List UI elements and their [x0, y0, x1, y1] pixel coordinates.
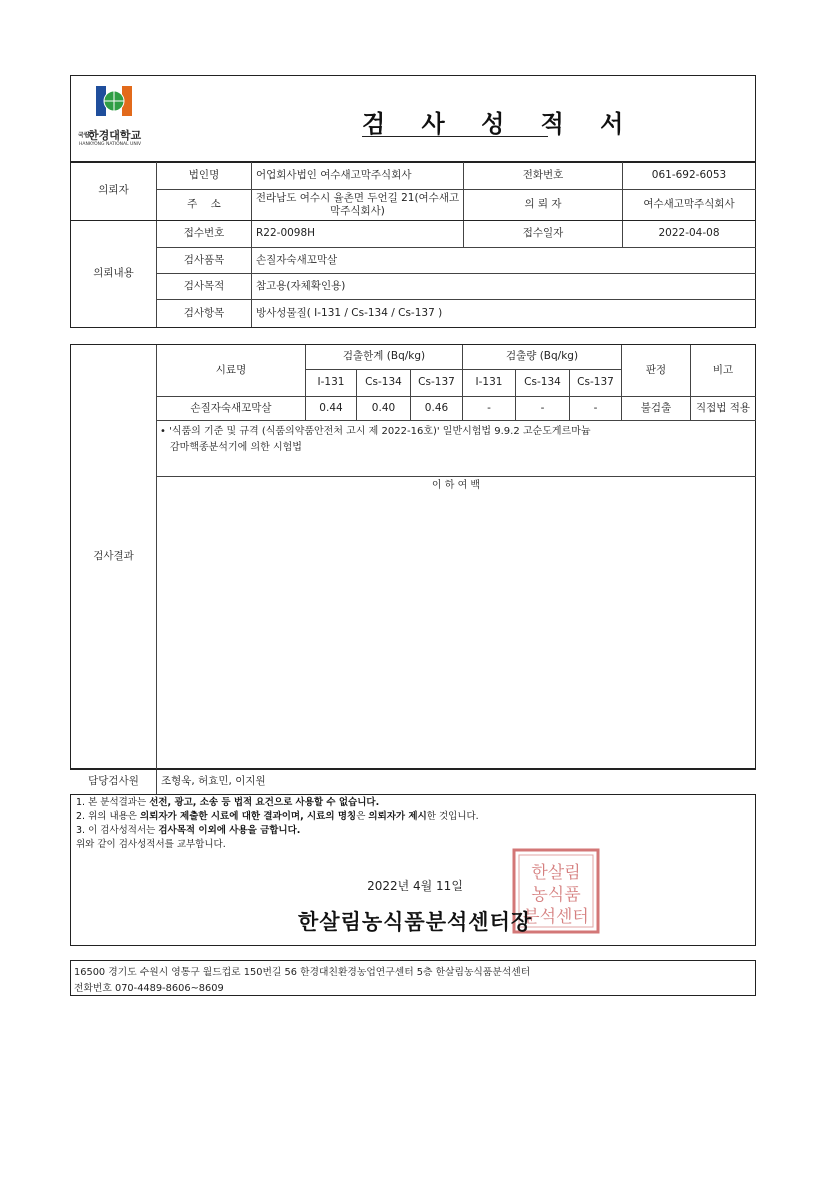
results-section-label: 검사결과 — [93, 550, 134, 563]
method-note — [160, 424, 752, 456]
method-line-2: 감마핵종분석기에 의한 시험법 — [170, 442, 302, 453]
col-limit-header: 검출한계 (Bq/kg) — [342, 350, 426, 363]
logo-mark: 국립 — [78, 132, 90, 139]
col-judgement-header: 판정 — [645, 363, 667, 376]
limit-isotope-i131: I-131 — [317, 376, 345, 389]
inspector-names: 조형욱, 허효민, 이지원 — [161, 775, 266, 788]
col-remark-header: 비고 — [712, 363, 734, 376]
client-section-label: 의뢰자 — [98, 184, 129, 197]
title-underline — [362, 136, 548, 137]
result-limit-cs137: 0.46 — [424, 401, 449, 414]
receipt-no-label: 접수번호 — [183, 227, 225, 240]
company-label: 법인명 — [188, 168, 220, 181]
amount-isotope-cs137: Cs-137 — [577, 376, 614, 389]
result-limit-cs134: 0.40 — [371, 401, 396, 414]
result-limit-i131: 0.44 — [319, 401, 343, 414]
requester-value: 여수새고막주식회사 — [643, 198, 735, 211]
result-judgement: 불검출 — [640, 401, 672, 414]
university-emblem-icon — [94, 84, 134, 124]
note-3: 3. 이 검사성적서는 검사목적 이외에 사용을 금합니다. — [76, 825, 301, 836]
test-items-value: 방사성물질( I-131 / Cs-134 / Cs-137 ) — [256, 306, 443, 319]
note-1: 1. 본 분석결과는 선전, 광고, 소송 등 법적 요건으로 사용할 수 없습니다. — [76, 797, 380, 808]
svg-text:한살림: 한살림 — [531, 863, 581, 883]
svg-text:농식품: 농식품 — [531, 885, 581, 905]
purpose-value: 참고용(자체확인용) — [256, 279, 346, 292]
company-value: 어업회사법인 여수새고막주식회사 — [256, 168, 412, 181]
logo-text: 한경대학교 — [88, 129, 142, 142]
result-amount-i131: - — [487, 401, 491, 414]
address-line-1: 전라남도 여수시 율촌면 두언길 21(여수새고 — [255, 191, 460, 204]
phone-value: 061-692-6053 — [651, 168, 727, 181]
item-label: 검사품목 — [183, 253, 225, 266]
amount-isotope-i131: I-131 — [475, 376, 503, 389]
note-2: 2. 위의 내용은 의뢰자가 제출한 시료에 대한 결과이며, 시료의 명칭은 의뢰자가 제시한 것입니다. — [76, 811, 479, 822]
request-section-label: 의뢰내용 — [93, 267, 134, 280]
end-mark: 이 하 여 백 — [431, 479, 481, 491]
address-label: 주 소 — [187, 198, 221, 211]
footer-phone: 전화번호 070-4489-8606~8609 — [74, 983, 224, 994]
receipt-date-label: 접수일자 — [522, 227, 564, 240]
result-remark: 직접법 적용 — [695, 401, 751, 414]
address-line-2: 막주식회사) — [330, 205, 385, 217]
logo-subtext: HANKYONG NATIONAL UNIV — [79, 142, 142, 147]
result-amount-cs134: - — [540, 401, 545, 414]
limit-isotope-cs137: Cs-137 — [418, 376, 455, 389]
document-title — [340, 100, 638, 140]
receipt-date-value: 2022-04-08 — [658, 227, 720, 240]
issuer-signature: 한살림농식품분석센터장 — [298, 910, 533, 934]
phone-label: 전화번호 — [522, 168, 564, 181]
document-title-text: 검 사 성 적 서 — [362, 109, 638, 138]
method-line-1: • '식품의 기준 및 규격 (식품의약품안전처 고시 제 2022-16호)' 일반시험법 9.9.2 고순도게르마늄 — [160, 426, 591, 437]
purpose-label: 검사목적 — [183, 279, 225, 292]
footer-address: 16500 경기도 수원시 영통구 월드컵로 150번길 56 한경대친환경농업연구센터 5층 한살림농식품분석센터 — [74, 967, 531, 978]
item-value: 손질자숙새꼬막살 — [256, 253, 338, 266]
amount-isotope-cs134: Cs-134 — [524, 376, 561, 389]
requester-label: 의 뢰 자 — [524, 198, 562, 211]
svg-text:분석센터: 분석센터 — [523, 907, 589, 927]
university-logo — [78, 82, 150, 152]
limit-isotope-cs134: Cs-134 — [365, 376, 402, 389]
result-sample-name: 손질자숙새꼬막살 — [190, 401, 272, 414]
note-4: 위와 같이 검사성적서를 교부합니다. — [76, 839, 226, 850]
col-sample-header: 시료명 — [215, 363, 247, 376]
receipt-no-value: R22-0098H — [256, 227, 316, 240]
result-amount-cs137: - — [593, 401, 598, 414]
test-items-label: 검사항목 — [183, 306, 225, 319]
issue-date: 2022년 4월 11일 — [367, 878, 463, 893]
inspector-label: 담당검사원 — [88, 775, 139, 788]
address-value — [252, 190, 463, 220]
col-amount-header: 검출량 (Bq/kg) — [505, 350, 579, 363]
notes-list — [76, 796, 676, 852]
